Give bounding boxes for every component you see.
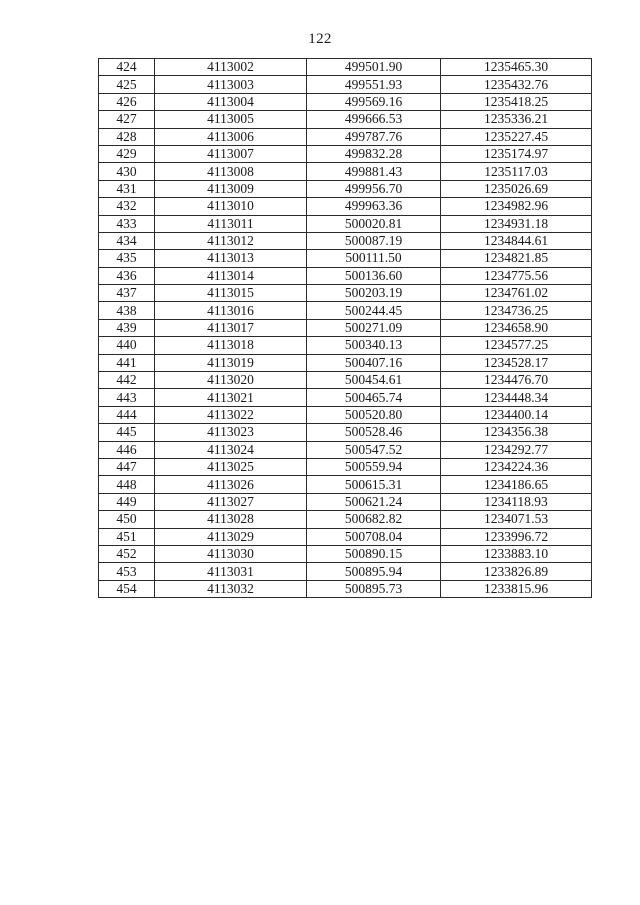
point-id-cell: 4113031 [155, 563, 307, 580]
page-number: 122 [308, 31, 332, 47]
point-number-cell: 454 [99, 580, 155, 597]
point-id-cell: 4113011 [155, 215, 307, 232]
point-number-cell: 434 [99, 232, 155, 249]
y-coordinate-cell: 1234186.65 [441, 476, 592, 493]
point-number-cell: 437 [99, 285, 155, 302]
table-row [99, 372, 592, 389]
point-id-cell: 4113004 [155, 93, 307, 110]
x-coordinate-cell: 500111.50 [307, 250, 441, 267]
coordinates-table-container [98, 58, 592, 598]
point-number-cell: 436 [99, 267, 155, 284]
x-coordinate-cell: 500465.74 [307, 389, 441, 406]
x-coordinate-cell: 499666.53 [307, 111, 441, 128]
table-row [99, 232, 592, 249]
table-row [99, 93, 592, 110]
point-id-cell: 4113018 [155, 337, 307, 354]
x-coordinate-cell: 499963.36 [307, 198, 441, 215]
x-coordinate-cell: 500895.73 [307, 580, 441, 597]
point-number-cell: 435 [99, 250, 155, 267]
point-number-cell: 428 [99, 128, 155, 145]
point-id-cell: 4113010 [155, 198, 307, 215]
table-row [99, 406, 592, 423]
y-coordinate-cell: 1234118.93 [441, 493, 592, 510]
x-coordinate-cell: 499551.93 [307, 76, 441, 93]
y-coordinate-cell: 1235418.25 [441, 93, 592, 110]
point-id-cell: 4113008 [155, 163, 307, 180]
point-number-cell: 440 [99, 337, 155, 354]
y-coordinate-cell: 1234071.53 [441, 511, 592, 528]
table-row [99, 285, 592, 302]
point-id-cell: 4113028 [155, 511, 307, 528]
point-id-cell: 4113016 [155, 302, 307, 319]
point-id-cell: 4113030 [155, 545, 307, 562]
y-coordinate-cell: 1234761.02 [441, 285, 592, 302]
point-id-cell: 4113015 [155, 285, 307, 302]
x-coordinate-cell: 500559.94 [307, 458, 441, 475]
point-id-cell: 4113013 [155, 250, 307, 267]
y-coordinate-cell: 1235432.76 [441, 76, 592, 93]
point-number-cell: 451 [99, 528, 155, 545]
x-coordinate-cell: 499956.70 [307, 180, 441, 197]
point-number-cell: 453 [99, 563, 155, 580]
y-coordinate-cell: 1235336.21 [441, 111, 592, 128]
point-id-cell: 4113007 [155, 145, 307, 162]
y-coordinate-cell: 1234821.85 [441, 250, 592, 267]
point-number-cell: 441 [99, 354, 155, 371]
x-coordinate-cell: 500454.61 [307, 372, 441, 389]
table-row [99, 441, 592, 458]
x-coordinate-cell: 499569.16 [307, 93, 441, 110]
x-coordinate-cell: 500087.19 [307, 232, 441, 249]
point-id-cell: 4113021 [155, 389, 307, 406]
table-row [99, 563, 592, 580]
point-id-cell: 4113003 [155, 76, 307, 93]
y-coordinate-cell: 1234931.18 [441, 215, 592, 232]
point-number-cell: 430 [99, 163, 155, 180]
coordinates-table [98, 58, 592, 598]
x-coordinate-cell: 499787.76 [307, 128, 441, 145]
y-coordinate-cell: 1234528.17 [441, 354, 592, 371]
point-number-cell: 450 [99, 511, 155, 528]
y-coordinate-cell: 1233996.72 [441, 528, 592, 545]
y-coordinate-cell: 1234775.56 [441, 267, 592, 284]
x-coordinate-cell: 500547.52 [307, 441, 441, 458]
x-coordinate-cell: 500528.46 [307, 424, 441, 441]
point-id-cell: 4113032 [155, 580, 307, 597]
x-coordinate-cell: 500520.80 [307, 406, 441, 423]
x-coordinate-cell: 499832.28 [307, 145, 441, 162]
point-number-cell: 446 [99, 441, 155, 458]
y-coordinate-cell: 1234844.61 [441, 232, 592, 249]
x-coordinate-cell: 499881.43 [307, 163, 441, 180]
table-row [99, 128, 592, 145]
point-number-cell: 444 [99, 406, 155, 423]
table-row [99, 302, 592, 319]
point-number-cell: 439 [99, 319, 155, 336]
table-row [99, 145, 592, 162]
table-row [99, 511, 592, 528]
y-coordinate-cell: 1235465.30 [441, 59, 592, 76]
y-coordinate-cell: 1234577.25 [441, 337, 592, 354]
point-id-cell: 4113005 [155, 111, 307, 128]
y-coordinate-cell: 1235227.45 [441, 128, 592, 145]
table-row [99, 250, 592, 267]
y-coordinate-cell: 1235174.97 [441, 145, 592, 162]
table-row [99, 111, 592, 128]
x-coordinate-cell: 500203.19 [307, 285, 441, 302]
point-number-cell: 424 [99, 59, 155, 76]
table-row [99, 545, 592, 562]
table-row [99, 580, 592, 597]
point-id-cell: 4113009 [155, 180, 307, 197]
point-number-cell: 429 [99, 145, 155, 162]
x-coordinate-cell: 500020.81 [307, 215, 441, 232]
x-coordinate-cell: 500708.04 [307, 528, 441, 545]
y-coordinate-cell: 1234476.70 [441, 372, 592, 389]
point-number-cell: 427 [99, 111, 155, 128]
table-row [99, 424, 592, 441]
table-row [99, 458, 592, 475]
point-number-cell: 433 [99, 215, 155, 232]
table-row [99, 76, 592, 93]
y-coordinate-cell: 1234292.77 [441, 441, 592, 458]
y-coordinate-cell: 1234400.14 [441, 406, 592, 423]
point-id-cell: 4113006 [155, 128, 307, 145]
x-coordinate-cell: 500136.60 [307, 267, 441, 284]
table-row [99, 389, 592, 406]
y-coordinate-cell: 1233815.96 [441, 580, 592, 597]
x-coordinate-cell: 500407.16 [307, 354, 441, 371]
point-id-cell: 4113024 [155, 441, 307, 458]
table-row [99, 59, 592, 76]
point-id-cell: 4113012 [155, 232, 307, 249]
y-coordinate-cell: 1233883.10 [441, 545, 592, 562]
point-id-cell: 4113025 [155, 458, 307, 475]
y-coordinate-cell: 1234982.96 [441, 198, 592, 215]
point-id-cell: 4113029 [155, 528, 307, 545]
table-row [99, 163, 592, 180]
point-id-cell: 4113027 [155, 493, 307, 510]
x-coordinate-cell: 500271.09 [307, 319, 441, 336]
point-id-cell: 4113026 [155, 476, 307, 493]
point-id-cell: 4113002 [155, 59, 307, 76]
table-row [99, 180, 592, 197]
table-row [99, 528, 592, 545]
point-number-cell: 425 [99, 76, 155, 93]
x-coordinate-cell: 500682.82 [307, 511, 441, 528]
y-coordinate-cell: 1233826.89 [441, 563, 592, 580]
point-number-cell: 445 [99, 424, 155, 441]
y-coordinate-cell: 1234658.90 [441, 319, 592, 336]
x-coordinate-cell: 500244.45 [307, 302, 441, 319]
table-row [99, 337, 592, 354]
point-number-cell: 448 [99, 476, 155, 493]
x-coordinate-cell: 500615.31 [307, 476, 441, 493]
x-coordinate-cell: 500895.94 [307, 563, 441, 580]
point-number-cell: 431 [99, 180, 155, 197]
x-coordinate-cell: 500890.15 [307, 545, 441, 562]
table-row [99, 267, 592, 284]
point-number-cell: 432 [99, 198, 155, 215]
point-id-cell: 4113022 [155, 406, 307, 423]
y-coordinate-cell: 1234448.34 [441, 389, 592, 406]
point-id-cell: 4113014 [155, 267, 307, 284]
point-id-cell: 4113023 [155, 424, 307, 441]
y-coordinate-cell: 1234224.36 [441, 458, 592, 475]
x-coordinate-cell: 500340.13 [307, 337, 441, 354]
x-coordinate-cell: 499501.90 [307, 59, 441, 76]
point-id-cell: 4113017 [155, 319, 307, 336]
table-row [99, 354, 592, 371]
point-number-cell: 442 [99, 372, 155, 389]
table-row [99, 476, 592, 493]
y-coordinate-cell: 1234356.38 [441, 424, 592, 441]
point-number-cell: 426 [99, 93, 155, 110]
y-coordinate-cell: 1235117.03 [441, 163, 592, 180]
y-coordinate-cell: 1234736.25 [441, 302, 592, 319]
y-coordinate-cell: 1235026.69 [441, 180, 592, 197]
point-number-cell: 449 [99, 493, 155, 510]
point-id-cell: 4113020 [155, 372, 307, 389]
point-number-cell: 443 [99, 389, 155, 406]
point-number-cell: 438 [99, 302, 155, 319]
table-row [99, 493, 592, 510]
table-body [99, 59, 592, 598]
point-number-cell: 447 [99, 458, 155, 475]
table-row [99, 198, 592, 215]
x-coordinate-cell: 500621.24 [307, 493, 441, 510]
table-row [99, 319, 592, 336]
point-number-cell: 452 [99, 545, 155, 562]
table-row [99, 215, 592, 232]
point-id-cell: 4113019 [155, 354, 307, 371]
